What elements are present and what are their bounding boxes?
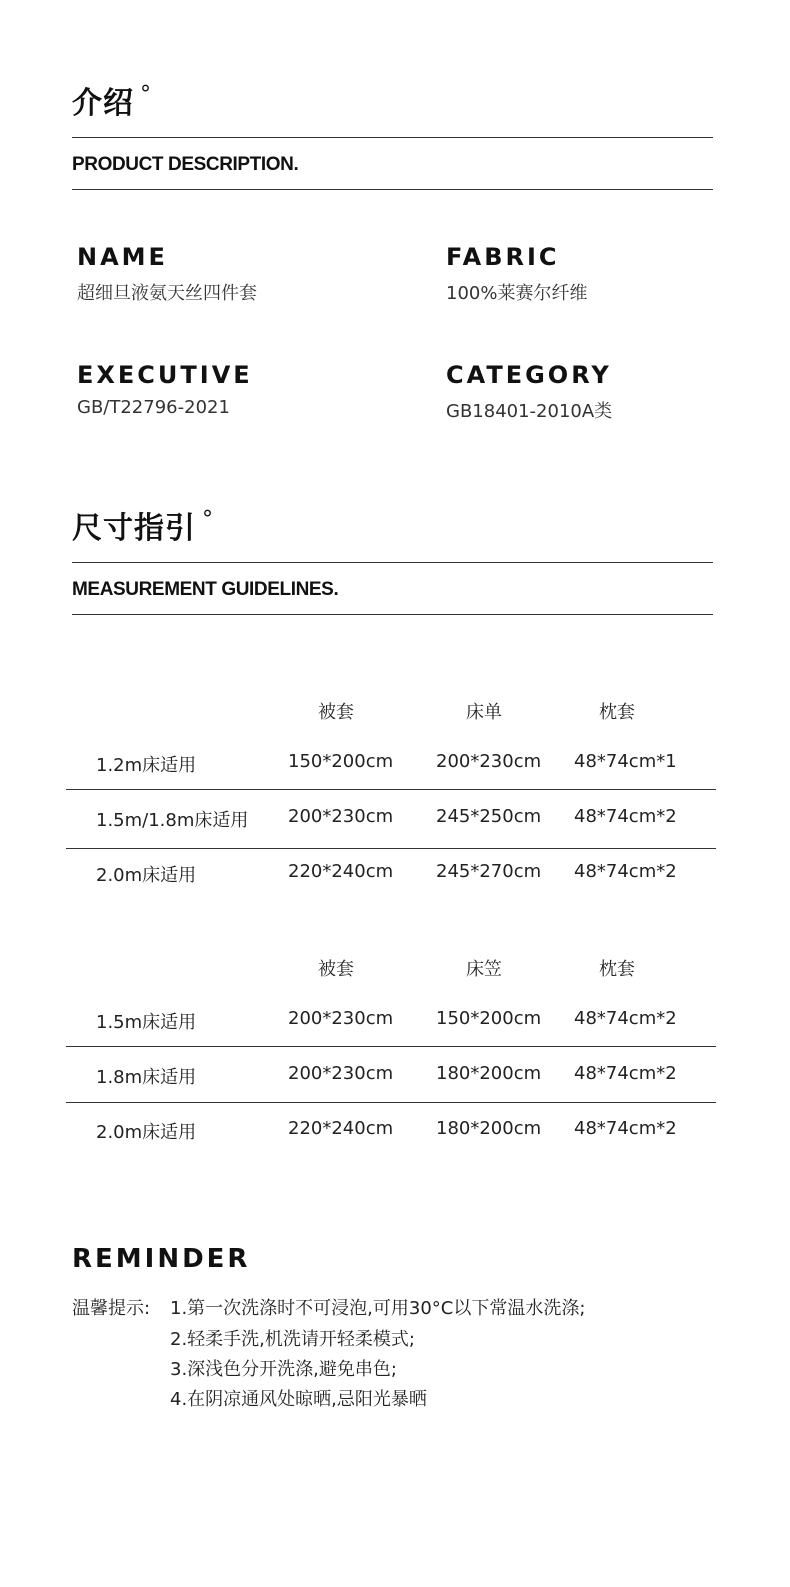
table-cell: 220*240cm [288,861,394,882]
table-cell: 220*240cm [288,1118,394,1139]
size-guide-title-text: 尺寸指引 [72,511,196,546]
row-divider [66,789,716,790]
header-cell: 床笠 [466,959,502,980]
table-cell: 48*74cm*1 [574,751,677,772]
divider [72,614,713,615]
divider [72,562,713,563]
table-header-row [66,955,716,985]
table-cell: 1.8m床适用 [96,1067,197,1088]
header-cell: 枕套 [599,959,635,980]
divider [72,137,713,138]
spec-value: 100%莱赛尔纤维 [446,283,588,304]
table-cell: 200*230cm [288,1063,394,1084]
spec-name [77,243,377,305]
table-cell: 2.0m床适用 [96,865,197,886]
table-cell: 48*74cm*2 [574,1063,677,1084]
table-cell: 200*230cm [436,751,542,772]
spec-label: NAME [77,243,168,271]
reminder-title: REMINDER [72,1244,251,1274]
table-cell: 150*200cm [288,751,394,772]
table-cell: 2.0m床适用 [96,1122,197,1143]
row-divider [66,1046,716,1047]
size-guide-title [72,503,214,547]
table-cell: 200*230cm [288,1008,394,1029]
header-cell: 枕套 [599,702,635,723]
reminder-item: 1.第一次洗涤时不可浸泡,可用30°C以下常温水洗涤; [170,1298,586,1319]
reminder-item: 4.在阴凉通风处晾晒,忌阳光暴晒 [170,1389,427,1410]
table-header-row [66,698,716,728]
intro-title [72,78,152,122]
header-cell: 被套 [318,959,354,980]
table-row [66,1118,716,1148]
spec-fabric [446,243,746,305]
spec-label: FABRIC [446,243,560,271]
table-row [66,861,716,891]
spec-value: 超细旦液氨天丝四件套 [77,283,257,304]
table-cell: 1.2m床适用 [96,755,197,776]
intro-subtitle: PRODUCT DESCRIPTION. [72,154,299,175]
table-row [66,806,716,836]
size-guide-subtitle: MEASUREMENT GUIDELINES. [72,579,339,600]
table-row [66,751,716,781]
row-divider [66,848,716,849]
spec-executive [77,361,377,418]
table-cell: 48*74cm*2 [574,806,677,827]
table-cell: 200*230cm [288,806,394,827]
table-cell: 150*200cm [436,1008,542,1029]
header-cell: 床单 [466,702,502,723]
reminder-label: 温馨提示: [72,1298,151,1319]
reminder-item: 3.深浅色分开洗涤,避免串色; [170,1359,397,1380]
table-cell: 180*200cm [436,1063,542,1084]
spec-label: EXECUTIVE [77,361,253,389]
spec-category [446,361,746,423]
degree-mark: ° [202,507,214,532]
table-cell: 48*74cm*2 [574,1008,677,1029]
divider [72,189,713,190]
spec-label: CATEGORY [446,361,612,389]
header-cell: 被套 [318,702,354,723]
spec-value: GB18401-2010A类 [446,401,613,422]
degree-mark: ° [140,82,152,107]
table-row [66,1008,716,1038]
table-cell: 245*250cm [436,806,542,827]
row-divider [66,1102,716,1103]
table-cell: 48*74cm*2 [574,861,677,882]
table-row [66,1063,716,1093]
table-cell: 180*200cm [436,1118,542,1139]
reminder-item: 2.轻柔手洗,机洗请开轻柔模式; [170,1329,415,1350]
spec-value: GB/T22796-2021 [77,397,230,418]
table-cell: 1.5m/1.8m床适用 [96,810,249,831]
intro-title-text: 介绍 [72,86,134,121]
table-cell: 245*270cm [436,861,542,882]
table-cell: 1.5m床适用 [96,1012,197,1033]
table-cell: 48*74cm*2 [574,1118,677,1139]
